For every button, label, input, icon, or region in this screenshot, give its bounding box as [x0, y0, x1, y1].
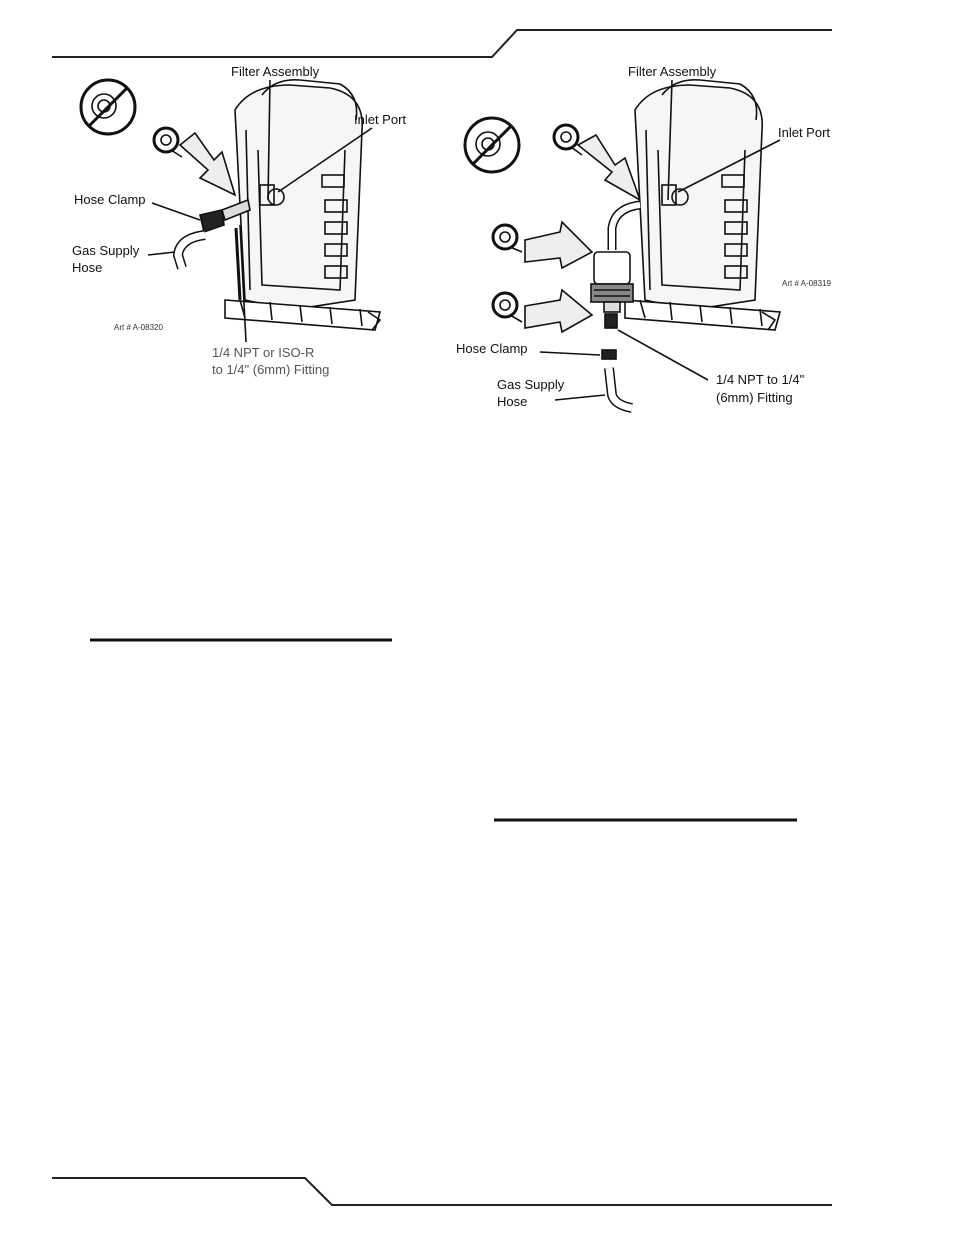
pressure-gauge-icon [493, 293, 522, 322]
pressure-gauge-icon [493, 225, 522, 252]
flow-arrow [525, 222, 592, 268]
pressure-gauge-icon [554, 125, 582, 155]
hose-clamp-label: Hose Clamp [74, 192, 146, 207]
power-supply-unit [625, 80, 780, 330]
art-number-label: Art # A-08320 [114, 323, 163, 332]
hose-clamp-label: Hose Clamp [456, 341, 528, 356]
fitting-label-line1: 1/4 NPT to 1/4" [716, 372, 805, 387]
fitting-label-line1: 1/4 NPT or ISO-R [212, 345, 315, 360]
gas-supply-hose-label-line1: Gas Supply [72, 243, 140, 258]
gas-supply-hose-label-line2: Hose [72, 260, 103, 275]
prohibited-icon [465, 118, 519, 172]
filter-assembly-label: Filter Assembly [231, 64, 320, 79]
gas-supply-hose-label-line2: Hose [497, 394, 528, 409]
fitting-label-line2: (6mm) Fitting [716, 390, 793, 405]
inlet-port-label: Inlet Port [354, 112, 407, 127]
art-number-label: Art # A-08319 [782, 279, 831, 288]
fitting-label-line2: to 1/4" (6mm) Fitting [212, 362, 330, 377]
gas-supply-hose-label-line1: Gas Supply [497, 377, 565, 392]
flow-arrow [578, 135, 640, 200]
flow-arrow [525, 290, 592, 332]
inlet-port-label: Inlet Port [778, 125, 831, 140]
filter-assembly-label: Filter Assembly [628, 64, 717, 79]
